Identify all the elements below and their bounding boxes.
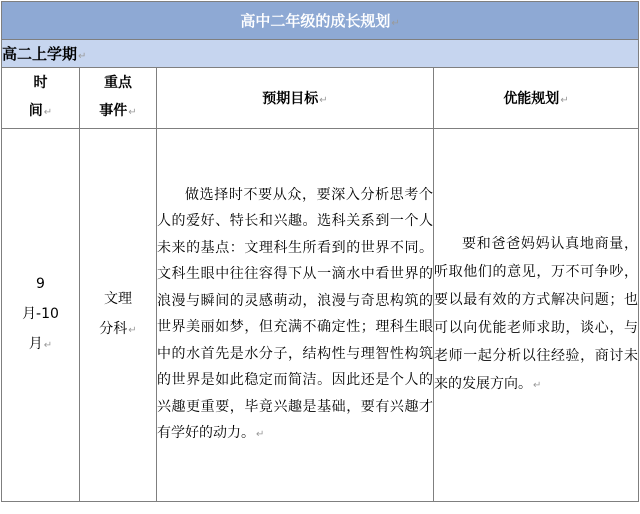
time-line3: 月	[28, 336, 43, 352]
semester-row	[2, 40, 639, 68]
header-time-line2: 间	[28, 103, 43, 119]
table-title-cell	[2, 2, 639, 40]
header-event-line1: 重点	[104, 75, 132, 91]
header-goal	[157, 68, 434, 129]
header-event-line2: 事件	[99, 103, 128, 119]
event-line1: 文理	[104, 291, 132, 307]
event-cell	[80, 129, 157, 502]
paragraph-mark-icon: ↵	[128, 325, 137, 336]
plan-text: 要和爸爸妈妈认真地商量，听取他们的意见，万不可争吵，要以最有效的方式解决问题；也可以向优能老师求助，谈心，与老师一起分析以往经验，商讨未来的发展方向。	[434, 236, 639, 392]
header-time	[2, 68, 80, 129]
plan-cell	[434, 129, 639, 502]
header-time-line1: 时	[33, 75, 48, 91]
header-plan-label: 优能规划	[503, 91, 560, 107]
header-row	[2, 68, 639, 129]
paragraph-mark-icon: ↵	[319, 95, 328, 106]
paragraph-mark-icon: ↵	[560, 95, 569, 106]
goal-cell	[157, 129, 434, 502]
table-row	[2, 129, 639, 502]
paragraph-mark-icon: ↵	[43, 107, 53, 118]
paragraph-mark-icon: ↵	[128, 107, 137, 118]
time-cell	[2, 129, 80, 502]
time-line2: 月-10	[22, 306, 59, 322]
paragraph-mark-icon: ↵	[43, 340, 53, 351]
semester-label: 高二上学期	[2, 45, 78, 63]
page-bottom-margin	[0, 505, 640, 514]
time-line1: 9	[36, 276, 45, 292]
goal-text: 做选择时不要从众，要深入分析思考个人的爱好、特长和兴趣。选科关系到一个人未来的基点：文理科生所看到的世界不同。文科生眼中往往容得下从一滴水中看世界的浪漫与瞬间的灵感萌动，浪漫与奇思构筑的世界美丽如梦，但充满不确定性；理科生眼中的水首先是水分子，结构性与理智性构筑的世界是如此稳定而简洁。因此还是个人的兴趣更重要，毕竟兴趣是基础，要有兴趣才有学好的动力。	[157, 186, 433, 441]
table-title: 高中二年级的成长规划	[240, 12, 391, 30]
paragraph-mark-icon: ↵	[256, 429, 265, 440]
growth-plan-table	[1, 1, 639, 502]
header-plan	[434, 68, 639, 129]
header-goal-label: 预期目标	[262, 91, 319, 107]
header-event	[80, 68, 157, 129]
event-line2: 分科	[99, 321, 128, 337]
paragraph-mark-icon: ↵	[78, 51, 87, 62]
paragraph-mark-icon: ↵	[391, 18, 400, 29]
semester-cell	[2, 40, 639, 68]
title-row	[2, 2, 639, 40]
paragraph-mark-icon: ↵	[533, 380, 542, 391]
